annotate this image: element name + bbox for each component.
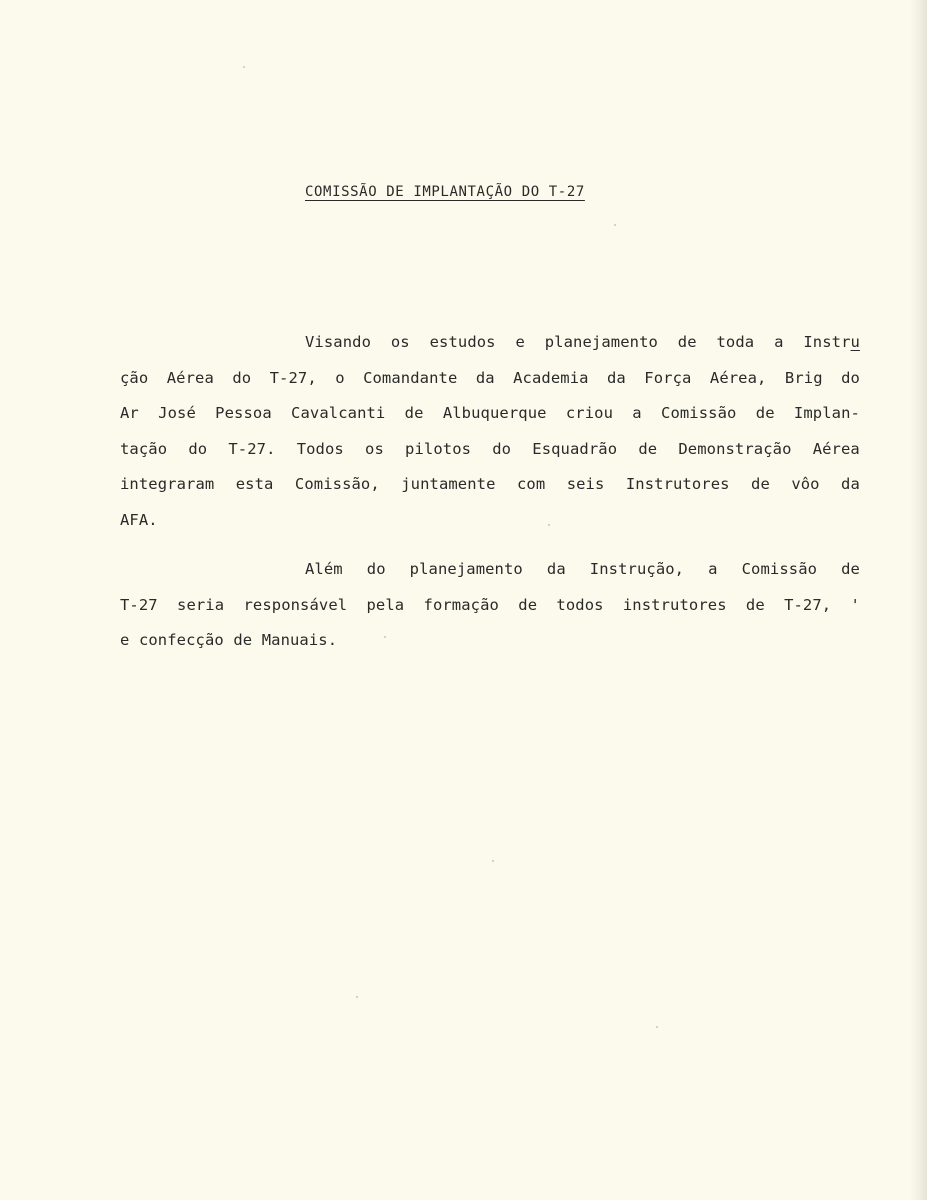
paragraph-line: AFA. xyxy=(120,510,158,529)
paper-speck xyxy=(384,636,386,638)
paragraph-line: T-27 seria responsável pela formação de todos instrutores de T-27, ' xyxy=(120,595,860,614)
paper-speck xyxy=(492,860,494,862)
paper-speck xyxy=(243,66,245,68)
paper-speck xyxy=(548,524,550,526)
paragraph-line: Visando os estudos e planejamento de toda a Instru xyxy=(305,333,860,351)
paragraph-line: Ar José Pessoa Cavalcanti de Albuquerque criou a Comissão de Implan- xyxy=(120,404,860,422)
paragraph-line: integraram esta Comissão, juntamente com seis Instrutores de vôo da xyxy=(120,475,860,493)
page-edge-shadow xyxy=(909,0,927,1200)
paper-speck xyxy=(356,996,358,998)
paragraph-line: ção Aérea do T-27, o Comandante da Academia da Força Aérea, Brig do xyxy=(120,368,860,387)
paper-speck xyxy=(614,224,616,226)
paper-speck xyxy=(656,1026,658,1028)
paragraph-line: tação do T-27. Todos os pilotos do Esquadrão de Demonstração Aérea xyxy=(120,439,860,458)
document-title: COMISSÃO DE IMPLANTAÇÃO DO T-27 xyxy=(305,184,585,200)
paragraph-line: e confecção de Manuais. xyxy=(120,631,338,649)
paragraph-line: Além do planejamento da Instrução, a Comissão de xyxy=(305,560,860,578)
